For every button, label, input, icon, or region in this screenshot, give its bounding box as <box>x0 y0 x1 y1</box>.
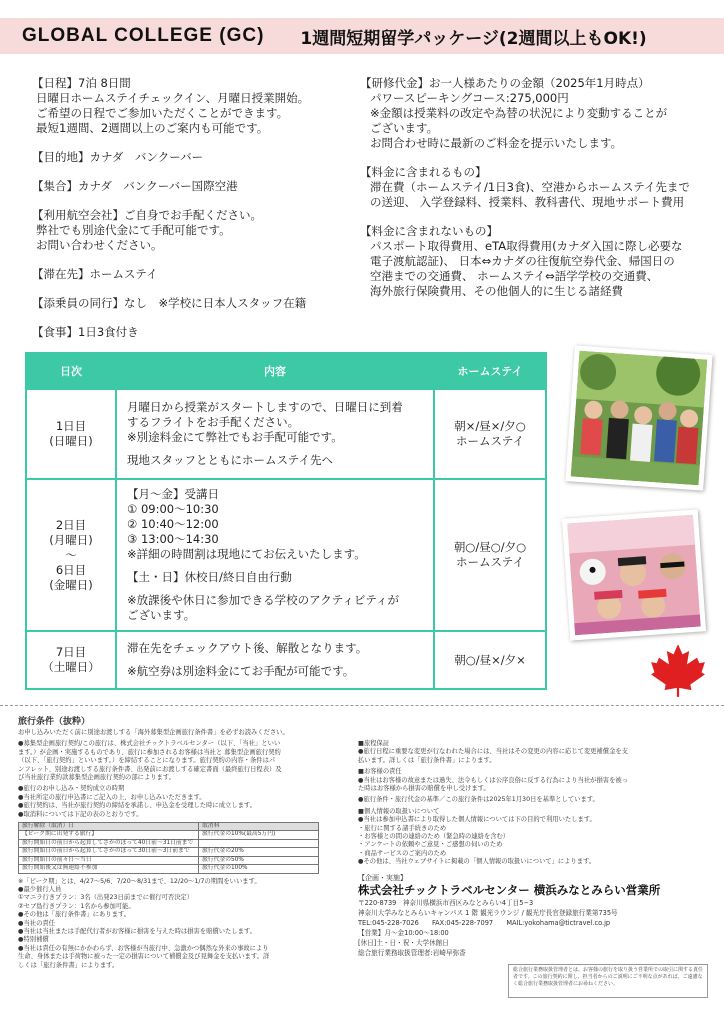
info-block <box>360 224 700 299</box>
info-heading: 【利用航空会社】ご自身でお手配ください。 <box>32 208 262 222</box>
terms-line: ※「ピーク期」とは、4/27〜5/6、7/20〜8/31まで、12/20〜1/7の期間をいいます。 <box>18 877 261 885</box>
terms-paragraph <box>358 796 708 804</box>
terms-line: ■お客様の責任 <box>358 768 402 776</box>
info-heading: 【集合】カナダ バンクーバー国際空港 <box>32 179 238 193</box>
info-heading: 【日程】7泊 8日間 <box>32 76 131 90</box>
schedule-day-text: (月曜日) <box>49 532 93 547</box>
info-line: 電子渡航認証)、 日本⇔カナダの往復航空券代金、帰国日の <box>370 254 675 268</box>
info-line: パワースピーキングコース:275,000円 <box>370 91 569 105</box>
cancel-fee: 旅行代金の100% <box>199 865 319 873</box>
terms-right-column <box>358 740 708 958</box>
terms-line: ンフレット、別途お渡しする旅行条件書、出発前にお渡しする確定書面（最終旅行日程表）及 <box>18 765 282 773</box>
content-spacer <box>127 656 423 664</box>
info-block <box>360 165 700 210</box>
terms-paragraph <box>18 785 348 819</box>
schedule-content-line: ② 10:40〜12:00 <box>127 517 219 531</box>
info-line: ご希望の日程でご参加いただくことができます。 <box>36 106 289 120</box>
company-line: 〒220-8739 神奈川県横浜市西区みなとみらい4丁目5−3 <box>358 898 534 907</box>
cancel-row <box>19 823 319 831</box>
schedule-content-line: ① 09:00〜10:30 <box>127 502 219 516</box>
terms-paragraph <box>18 729 348 737</box>
cancel-fee: 旅行代金の20% <box>199 848 319 856</box>
maple-leaf-icon <box>650 642 706 698</box>
group-photo-image <box>571 351 707 486</box>
schedule-content-line: 【月〜金】受講日 <box>127 487 219 501</box>
schedule-content-line: ※放課後や休日に参加できる学校のアクティビティが <box>127 593 399 607</box>
info-block <box>32 296 352 311</box>
terms-paragraph <box>358 740 708 765</box>
schedule-content-cell <box>116 631 434 689</box>
terms-line: ・商品サービスのご案内のため <box>358 849 447 857</box>
cancel-row <box>19 865 319 873</box>
info-line: の送迎、 入学登録料、授業料、教科書代、現地サポート費用 <box>370 195 685 209</box>
schedule-row <box>26 631 546 689</box>
info-heading: 【料金に含まれないもの】 <box>360 224 498 238</box>
schedule-header-day: 日次 <box>26 353 116 389</box>
schedule-content-line: 月曜日から授業がスタートしますので、日曜日に到着 <box>127 400 403 414</box>
terms-line: ●旅行のお申し込み・契約成立の時期 <box>18 785 125 793</box>
info-block <box>360 76 700 151</box>
info-heading: 【料金に含まれるもの】 <box>360 165 487 179</box>
info-line: 最短1週間、2週間以上のご案内も可能です。 <box>36 121 269 135</box>
schedule-day-cell <box>26 631 116 689</box>
schedule-day-cell <box>26 389 116 479</box>
student-group-photo <box>565 345 712 490</box>
schedule-header-content: 内容 <box>116 353 434 389</box>
schedule-meal-text: 朝○/昼×/夕× <box>454 652 526 667</box>
terms-line: た時はお客様から損害の賠償を申し受けます。 <box>358 785 490 793</box>
schedule-meal-text: 朝×/昼×/夕○ <box>454 419 526 433</box>
halloween-party-photo <box>562 509 706 640</box>
info-heading: 【研修代金】お一人様あたりの金額（2025年1月時点） <box>360 76 650 90</box>
info-line: お問い合わせください。 <box>36 238 163 252</box>
terms-line: ●旅行契約は、当社が旅行契約の締結を承諾し、申込金を受理した時に成立します。 <box>18 802 256 810</box>
terms-line: ①マニラ行きプラン：3名（出発23日前までに催行可否決定） <box>18 894 194 902</box>
terms-line: ●その他は、当社ウェブサイトに掲載の「個人情報の取扱いについて」によります。 <box>358 858 596 866</box>
company-line: 総合旅行業務取扱管理者:岩崎早弥香 <box>358 948 466 957</box>
terms-paragraph <box>358 768 708 793</box>
info-heading: 【目的地】カナダ バンクーバー <box>32 150 204 164</box>
schedule-day-text: 〜 <box>65 547 77 562</box>
cancel-row <box>19 839 319 847</box>
cancel-row <box>19 856 319 864</box>
schedule-day-text: 6日目 <box>55 562 87 577</box>
terms-line: ●当社の責任 <box>18 919 55 927</box>
terms-line: ②セブ島行きプラン：1名から参加可能。 <box>18 902 135 910</box>
terms-line: ●当社は責任の有無にかかわらず、お客様が当旅行中、急激かつ偶然な外来の事故により <box>18 944 269 952</box>
schedule-row <box>26 389 546 479</box>
cancel-fee <box>199 839 319 847</box>
schedule-content-line: するフライトをお手配ください。 <box>127 415 300 429</box>
schedule-day-text: （土曜日） <box>42 660 100 674</box>
content-spacer <box>127 562 423 570</box>
info-line: 日曜日ホームステイチェックイン、月曜日授業開始。 <box>36 91 310 105</box>
info-line: 空港までの交通費、 ホームステイ⇔語学学校の交通費、 <box>370 269 659 283</box>
info-block <box>32 325 352 340</box>
manager-notice: 総合旅行業務取扱管理者とは、お客様の旅行を取り扱う営業所での取引に関する責任者です。この旅行契約に関し、担当者からのご説明にご不明な点があれば、ご遠慮なく総合旅行業務取扱管理者にお尋ねください。 <box>508 964 708 998</box>
info-line: ございます。 <box>370 121 439 135</box>
terms-line: ●募集型企画旅行契約/この旅行は、株式会社チックトラベルセンター（以下、「当社」といい <box>18 740 281 748</box>
schedule-day-text: 2日目 <box>55 517 87 532</box>
schedule-content-line: 現地スタッフとともにホームステイ先へ <box>127 453 333 467</box>
cancel-fee: 取消料 <box>199 823 319 831</box>
schedule-meal-text: ホームステイ <box>456 434 524 448</box>
content-spacer <box>127 585 423 593</box>
company-line: 【営業】月〜金10:00〜18:00 <box>358 928 449 937</box>
terms-line: ●当社所定の旅行申込書にご記入の上、お申し込みいただきます。 <box>18 793 206 801</box>
schedule-meal-text: 朝○/昼○/夕○ <box>453 540 527 554</box>
company-name: 株式会社チックトラベルセンター 横浜みなとみらい営業所 <box>358 882 661 897</box>
terms-line: ●その他は「旅行条件書」にあります。 <box>18 911 131 919</box>
terms-line: ●旅行条件・旅行代金の基準／この旅行条件は2025年1月30日を基準としています。 <box>358 796 599 804</box>
schedule-row <box>26 479 546 631</box>
schedule-content-cell <box>116 479 434 631</box>
schedule-content-line: ③ 13:00〜14:30 <box>127 532 219 546</box>
cancel-row <box>19 831 319 839</box>
info-line: パスポート取得費用、eTA取得費用(カナダ入国に際し必要な <box>370 239 683 253</box>
content-spacer <box>127 445 423 453</box>
schedule-table <box>25 352 547 690</box>
schedule-content-cell <box>116 389 434 479</box>
cancel-condition: 旅行開始日の前々日〜当日 <box>19 856 199 864</box>
terms-paragraph <box>18 740 348 782</box>
terms-line: ●特別補償 <box>18 936 49 944</box>
company-line: [休日]土・日・祝・大学休館日 <box>358 938 449 947</box>
cancellation-table <box>18 822 319 873</box>
brand-title: GLOBAL COLLEGE (GC) <box>22 25 265 46</box>
terms-line: ■個人情報の取扱いについて <box>358 807 440 815</box>
schedule-day-cell <box>26 479 116 631</box>
cancel-fee: 旅行代金の50% <box>199 856 319 864</box>
terms-line: ます。）が企画・実施するものであり、旅行に参加されるお客様は当社と 募集型企画旅行契約 <box>18 748 281 756</box>
schedule-meal-text: ホームステイ <box>456 555 524 569</box>
schedule-content-line: ※航空券は別途料金にてお手配が可能です。 <box>127 664 355 678</box>
schedule-content-line: ございます。 <box>127 608 196 622</box>
schedule-header-stay: ホームステイ <box>434 353 546 389</box>
info-line: 滞在費（ホームステイ/1日3食)、空港からホームステイ先まで <box>370 180 690 194</box>
title-bar <box>0 18 724 54</box>
cancel-condition: 旅行開始後又は無連絡不参加 <box>19 865 199 873</box>
schedule-day-text: (金曜日) <box>49 577 93 592</box>
schedule-day-text: (日曜日) <box>49 434 93 448</box>
package-title: 1週間短期留学パッケージ(2週間以上もOK!) <box>300 28 647 49</box>
terms-line: ●当社はお客様の故意または過失、法令もしくは公序良俗に反する行為により当社が損害を被っ <box>358 776 628 784</box>
info-block <box>32 267 352 282</box>
terms-line: ・アンケートの依頼やご意見・ご感想の伺いのため <box>358 841 503 849</box>
cancel-condition: 【ピーク期に出発する旅行】 <box>19 831 199 839</box>
company-line: TEL:045-228-7026 FAX:045-228-7097 MAIL:yokohama@tictravel.co.jp <box>358 918 611 927</box>
schedule-meal-cell <box>434 631 546 689</box>
info-block <box>32 76 352 136</box>
terms-line: ●当社は参加申込書により取得した個人情報については下の目的で利用いたします。 <box>358 816 596 824</box>
terms-paragraph <box>358 808 708 867</box>
terms-line: ●旅行日程に重要な変更が行なわれた場合には、当社はその変更の内容に応じて変更補償金を支 <box>358 748 628 756</box>
info-block <box>32 179 352 194</box>
schedule-day-text: 7日目 <box>55 645 87 659</box>
schedule-day-text: 1日目 <box>55 419 87 433</box>
terms-line: ●当社は当社または手配代行者がお客様に損害を与えた時は損害を賠償いたします。 <box>18 927 256 935</box>
info-heading: 【滞在先】ホームステイ <box>32 267 158 281</box>
info-line: ※金額は授業料の改定や為替の状況により変動することが <box>370 106 668 120</box>
terms-line: （以下、「旅行契約」といいます。）を締結することになります。旅行契約の内容・条件はパ <box>18 757 276 765</box>
terms-line: ・旅行に関する諸手続きのため <box>358 824 447 832</box>
terms-title: 旅行条件（抜粋） <box>18 717 91 727</box>
info-left-column <box>32 76 352 354</box>
company-role: 【企画・実施】 <box>358 873 407 882</box>
terms-left-column <box>18 716 348 973</box>
terms-line: 生命、身体または手荷物に被った一定の損害について補償金及び見舞金を支払います。詳 <box>18 953 270 961</box>
schedule-content-line: ※詳細の時間割は現地にてお伝えいたします。 <box>127 547 366 561</box>
info-heading: 【添乗員の同行】なし ※学校に日本人スタッフ在籍 <box>32 296 307 310</box>
info-line: 海外旅行保険費用、その他個人的に生じる諸経費 <box>370 284 623 298</box>
schedule-content-line: ※別途料金にて弊社でもお手配可能です。 <box>127 430 343 444</box>
schedule-meal-cell <box>434 389 546 479</box>
schedule-content-line: 【土・日】休校日/終日自由行動 <box>127 570 292 584</box>
terms-line: び当社旅行業約款募集型企画旅行契約の部によります。 <box>18 774 175 782</box>
terms-line: 払います。詳しくは「旅行条件書」によります。 <box>358 756 496 764</box>
info-right-column <box>360 76 700 313</box>
company-info <box>358 873 708 958</box>
cancel-fee: 旅行代金の10%(最高5万円) <box>199 831 319 839</box>
section-divider <box>0 705 724 706</box>
cancel-condition: 旅行開始日の前日から起算してさかのぼって40日前〜31日前まで <box>19 839 199 847</box>
info-line: 弊社でも別途代金にて手配可能です。 <box>36 223 231 237</box>
terms-line: ●最少催行人員 <box>18 885 62 893</box>
schedule-content-line: 滞在先をチェックアウト後、解散となります。 <box>127 641 368 655</box>
terms-paragraph <box>18 878 348 970</box>
terms-line: ●取消料については下記の表のとおりです。 <box>18 810 143 818</box>
terms-line: ・お客様との間の連絡のため（緊急時の連絡を含む） <box>358 833 510 841</box>
terms-line: ■旅程保証 <box>358 740 390 747</box>
terms-line: しくは「旅行条件書」によります。 <box>18 961 119 969</box>
info-block <box>32 208 352 253</box>
terms-line: お申し込みいただく前に別途お渡しする「海外募集型企画旅行条件書」を必ずお読みください。 <box>18 729 289 736</box>
cancel-row <box>19 848 319 856</box>
cancel-condition: 旅行解除（取消）日 <box>19 823 199 831</box>
info-line: お問合わせ時に最新のご料金を提示いたします。 <box>370 136 623 150</box>
cancel-condition: 旅行開始日の前日から起算してさかのぼって30日前〜3日前まで <box>19 848 199 856</box>
company-line: 神奈川大学みなとみらいキャンパス 1 階 観光ラウンジ / 観光庁長官登録旅行業第735号 <box>358 908 618 917</box>
info-heading: 【食事】1日3食付き <box>32 325 139 339</box>
schedule-meal-cell <box>434 479 546 631</box>
party-photo-image <box>567 515 701 636</box>
info-block <box>32 150 352 165</box>
